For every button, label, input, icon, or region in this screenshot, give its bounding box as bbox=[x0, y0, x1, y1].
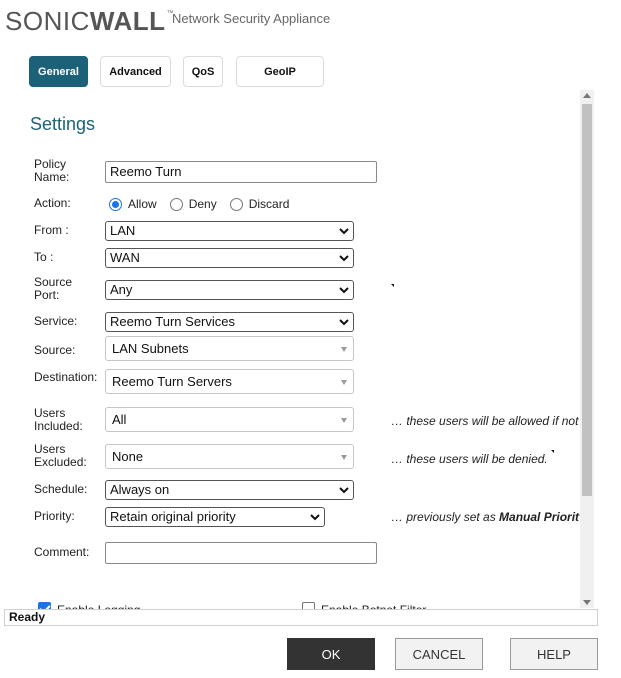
logo-wall: WALL bbox=[89, 6, 166, 36]
action-discard-label: Discard bbox=[248, 197, 290, 211]
source-port-label: Source Port: bbox=[34, 275, 73, 302]
scroll-thumb[interactable] bbox=[582, 104, 592, 496]
sonicwall-logo bbox=[5, 4, 174, 38]
users-excluded-label: Users Excluded: bbox=[34, 442, 87, 469]
settings-title: Settings bbox=[30, 114, 96, 134]
triangle-down-icon bbox=[341, 380, 347, 385]
logo-sonic: SONIC bbox=[5, 6, 90, 36]
appliance-subtitle: Network Security Appliance bbox=[172, 11, 331, 26]
source-port-select[interactable]: Any bbox=[105, 280, 354, 300]
tab-general[interactable]: General bbox=[29, 56, 88, 87]
from-select[interactable]: LAN bbox=[105, 221, 354, 241]
policy-name-input[interactable]: Reemo Turn bbox=[105, 161, 377, 183]
scroll-down-icon[interactable] bbox=[583, 600, 591, 605]
ok-button[interactable]: OK bbox=[287, 638, 375, 670]
action-deny-radio[interactable] bbox=[170, 198, 183, 211]
users-excluded-note: … these users will be denied. bbox=[391, 452, 548, 466]
priority-note: … previously set as Manual Priorit bbox=[391, 510, 580, 524]
users-excluded-combo[interactable]: None bbox=[105, 444, 354, 469]
schedule-select[interactable]: Always on bbox=[105, 480, 354, 500]
to-select[interactable]: WAN bbox=[105, 248, 354, 268]
chevron-down-icon bbox=[338, 253, 350, 263]
vertical-scrollbar[interactable] bbox=[580, 90, 594, 608]
schedule-label: Schedule: bbox=[34, 482, 88, 496]
tab-advanced[interactable]: Advanced bbox=[100, 56, 171, 87]
service-select[interactable]: Reemo Turn Services bbox=[105, 312, 354, 332]
chevron-down-icon bbox=[309, 512, 321, 522]
comment-label: Comment: bbox=[34, 545, 90, 559]
source-label: Source: bbox=[34, 343, 76, 357]
help-button[interactable]: HELP bbox=[510, 638, 598, 670]
action-label: Action: bbox=[34, 196, 71, 210]
service-label: Service: bbox=[34, 314, 78, 328]
priority-select[interactable]: Retain original priority bbox=[105, 507, 325, 527]
scroll-up-icon[interactable] bbox=[583, 93, 591, 98]
priority-label: Priority: bbox=[34, 509, 75, 523]
action-discard-radio[interactable] bbox=[230, 198, 243, 211]
comment-input[interactable] bbox=[105, 542, 377, 564]
action-radio-group bbox=[109, 197, 302, 211]
action-allow-label: Allow bbox=[128, 197, 157, 211]
cancel-button[interactable]: CANCEL bbox=[395, 638, 483, 670]
tab-geoip[interactable]: GeoIP bbox=[236, 56, 324, 87]
marker-tick bbox=[391, 284, 394, 287]
chevron-down-icon bbox=[338, 226, 350, 236]
destination-label: Destination: bbox=[34, 370, 98, 384]
settings-panel bbox=[0, 90, 580, 608]
users-included-combo[interactable]: All bbox=[105, 407, 354, 432]
triangle-down-icon bbox=[341, 455, 347, 460]
chevron-down-icon bbox=[338, 317, 350, 327]
action-allow-radio[interactable] bbox=[109, 198, 122, 211]
triangle-down-icon bbox=[341, 347, 347, 352]
source-combo[interactable]: LAN Subnets bbox=[105, 336, 354, 361]
chevron-down-icon bbox=[338, 485, 350, 495]
to-label: To : bbox=[34, 250, 54, 264]
action-deny-label: Deny bbox=[188, 197, 217, 211]
chevron-down-icon bbox=[338, 285, 350, 295]
policy-name-label: Policy Name: bbox=[34, 157, 70, 184]
destination-combo[interactable]: Reemo Turn Servers bbox=[105, 369, 354, 394]
logo-trademark: ™ bbox=[166, 10, 174, 17]
users-included-label: Users Included: bbox=[34, 406, 83, 433]
users-included-note: … these users will be allowed if not bbox=[391, 414, 579, 428]
from-label: From : bbox=[34, 223, 69, 237]
marker-tick bbox=[551, 450, 554, 453]
status-bar: Ready bbox=[4, 609, 598, 626]
tab-qos[interactable]: QoS bbox=[183, 56, 223, 87]
triangle-down-icon bbox=[341, 418, 347, 423]
